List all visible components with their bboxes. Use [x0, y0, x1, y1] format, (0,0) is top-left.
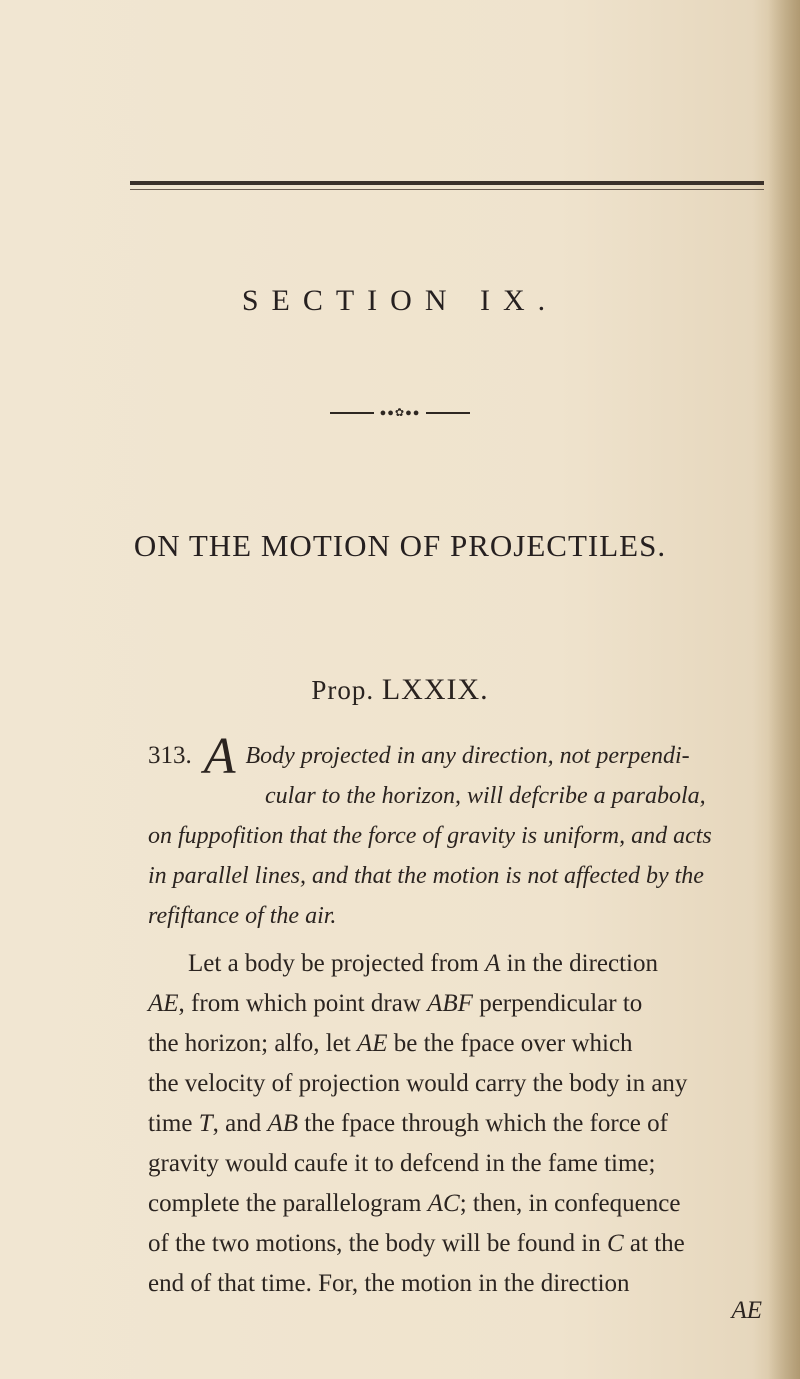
- statement-line: refiftance of the air.: [148, 903, 337, 929]
- statement-line: cular to the horizon, will defcribe a parabola,: [265, 783, 706, 809]
- ornament-divider: ●●✿●●: [330, 408, 470, 418]
- body-line: the velocity of projection would carry the body in any: [148, 1070, 688, 1097]
- body-paragraph: [148, 944, 768, 1304]
- header-rule-thin: [130, 189, 764, 190]
- body-line: complete the parallelogram AC; then, in confequence: [148, 1190, 681, 1217]
- body-line: AE, from which point draw ABF perpendicular to: [148, 990, 643, 1017]
- statement-line: on fuppofition that the force of gravity is uniform, and acts: [148, 823, 712, 849]
- body-line: the horizon; alfo, let AE be the fpace over which: [148, 1030, 633, 1057]
- statement-line: in parallel lines, and that the motion is not affected by the: [148, 863, 704, 889]
- section-heading: SECTION IX.: [241, 284, 559, 317]
- proposition-label: Prop.: [311, 675, 375, 705]
- statement-line: Body projected in any direction, not perpendi-: [245, 743, 690, 769]
- body-line: gravity would caufe it to defcend in the fame time;: [148, 1150, 656, 1177]
- drop-initial: A: [203, 728, 236, 785]
- header-rule: [130, 181, 764, 185]
- body-line: of the two motions, the body will be found in C at the: [148, 1230, 685, 1257]
- catchword: AE: [731, 1297, 762, 1324]
- body-line: end of that time. For, the motion in the direction: [148, 1270, 630, 1297]
- proposition-statement: [148, 728, 768, 936]
- chapter-title: ON THE MOTION OF PROJECTILES.: [133, 528, 667, 563]
- body-line: time T, and AB the fpace through which the force of: [148, 1110, 668, 1137]
- proposition-heading: [0, 673, 800, 707]
- proposition-number: LXXIX.: [381, 673, 489, 706]
- body-line: Let a body be projected from A in the direction: [188, 950, 658, 977]
- article-number: 313.: [148, 742, 192, 769]
